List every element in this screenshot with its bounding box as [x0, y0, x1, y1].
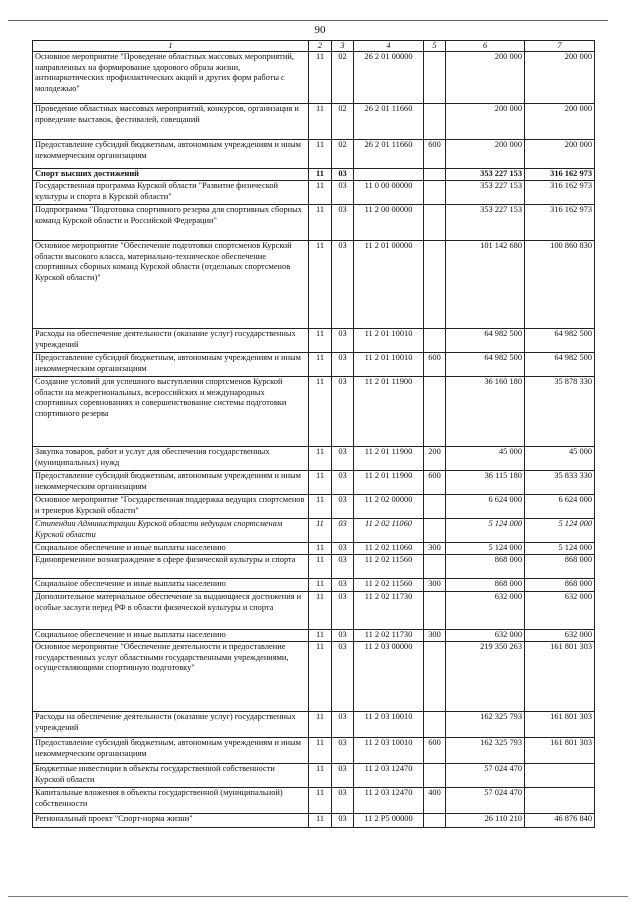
row-amount-year-2: 161 801 303	[525, 738, 595, 764]
row-name: Основное мероприятие "Обеспечение деятельности и предоставление государственных услуг областными государственными учреждениями, осуществляющими спортивную подготовку"	[33, 642, 309, 712]
row-subsection: 03	[332, 495, 354, 519]
row-amount-year-1: 200 000	[446, 140, 525, 169]
row-target-article: 11 2 02 11730	[354, 592, 424, 630]
table-row	[33, 104, 595, 140]
row-amount-year-1: 353 227 153	[446, 205, 525, 241]
row-subsection: 03	[332, 169, 354, 181]
row-section: 11	[309, 377, 332, 447]
row-name: Предоставление субсидий бюджетным, автономным учреждениям и иным некоммерческим организациям	[33, 353, 309, 377]
row-amount-year-1: 26 110 210	[446, 814, 525, 828]
row-name: Единовременное вознаграждение в сфере физической культуры и спорта	[33, 555, 309, 579]
table-row	[33, 241, 595, 329]
row-target-article: 11 2 02 11060	[354, 543, 424, 555]
row-target-article: 11 2 01 11900	[354, 377, 424, 447]
row-amount-year-1: 219 350 263	[446, 642, 525, 712]
row-name: Основное мероприятие "Проведение областных массовых мероприятий, направленных на формирование здорового образа жизни, антинаркотических профилактических акций и других форм работы с молодежью"	[33, 52, 309, 104]
row-section: 11	[309, 738, 332, 764]
table-row	[33, 712, 595, 738]
row-section: 11	[309, 205, 332, 241]
row-name: Предоставление субсидий бюджетным, автономным учреждениям и иным некоммерческим организациям	[33, 140, 309, 169]
row-target-article: 11 2 00 00000	[354, 205, 424, 241]
row-section: 11	[309, 788, 332, 814]
row-target-article: 26 2 01 00000	[354, 52, 424, 104]
row-amount-year-1: 6 624 000	[446, 495, 525, 519]
table-row	[33, 169, 595, 181]
row-name: Спорт высших достижений	[33, 169, 309, 181]
table-row	[33, 52, 595, 104]
row-section: 11	[309, 241, 332, 329]
row-subsection: 03	[332, 764, 354, 788]
row-section: 11	[309, 764, 332, 788]
row-subsection: 03	[332, 471, 354, 495]
row-expense-type	[424, 592, 446, 630]
row-expense-type	[424, 555, 446, 579]
table-row	[33, 447, 595, 471]
row-expense-type	[424, 169, 446, 181]
row-expense-type	[424, 495, 446, 519]
row-section: 11	[309, 104, 332, 140]
row-name: Региональный проект "Спорт-норма жизни"	[33, 814, 309, 828]
table-row	[33, 642, 595, 712]
row-expense-type: 300	[424, 579, 446, 592]
row-target-article: 11 2 02 11560	[354, 555, 424, 579]
column-header: 6	[446, 41, 525, 52]
table-row	[33, 353, 595, 377]
table-row	[33, 788, 595, 814]
column-header: 1	[33, 41, 309, 52]
row-expense-type	[424, 104, 446, 140]
row-expense-type	[424, 205, 446, 241]
row-section: 11	[309, 329, 332, 353]
row-name: Предоставление субсидий бюджетным, автономным учреждениям и иным некоммерческим организациям	[33, 738, 309, 764]
row-expense-type	[424, 329, 446, 353]
table-row	[33, 140, 595, 169]
row-amount-year-1: 64 982 500	[446, 353, 525, 377]
table-row	[33, 495, 595, 519]
row-name: Социальное обеспечение и иные выплаты населению	[33, 630, 309, 642]
column-number-row	[33, 41, 595, 52]
row-amount-year-1: 353 227 153	[446, 169, 525, 181]
row-section: 11	[309, 471, 332, 495]
table-row	[33, 329, 595, 353]
table-row	[33, 555, 595, 579]
row-target-article: 11 2 02 11730	[354, 630, 424, 642]
row-name: Создание условий для успешного выступления спортсменов Курской области на межрегиональных, всероссийских и международных спортивных соревнованиях и совершенствование системы подготовки спортивного резерва	[33, 377, 309, 447]
row-subsection: 03	[332, 447, 354, 471]
row-amount-year-1: 57 024 470	[446, 764, 525, 788]
table-row	[33, 738, 595, 764]
row-section: 11	[309, 353, 332, 377]
row-subsection: 03	[332, 592, 354, 630]
row-amount-year-1: 36 115 180	[446, 471, 525, 495]
row-amount-year-2: 46 876 840	[525, 814, 595, 828]
row-name: Предоставление субсидий бюджетным, автономным учреждениям и иным некоммерческим организациям	[33, 471, 309, 495]
row-amount-year-1: 632 000	[446, 592, 525, 630]
row-name: Дополнительное материальное обеспечение за выдающиеся достижения и особые заслуги перед РФ в области физической культуры и спорта	[33, 592, 309, 630]
budget-table	[32, 40, 595, 828]
column-header: 7	[525, 41, 595, 52]
row-amount-year-1: 57 024 470	[446, 788, 525, 814]
row-expense-type	[424, 181, 446, 205]
row-section: 11	[309, 592, 332, 630]
row-section: 11	[309, 181, 332, 205]
table-row	[33, 630, 595, 642]
column-header: 4	[354, 41, 424, 52]
row-subsection: 03	[332, 519, 354, 543]
row-amount-year-1: 45 000	[446, 447, 525, 471]
row-amount-year-2	[525, 788, 595, 814]
table-row	[33, 377, 595, 447]
row-target-article: 11 2 03 00000	[354, 642, 424, 712]
row-amount-year-2: 316 162 973	[525, 181, 595, 205]
row-section: 11	[309, 447, 332, 471]
row-target-article: 26 2 01 11660	[354, 140, 424, 169]
row-section: 11	[309, 519, 332, 543]
table-row	[33, 764, 595, 788]
row-amount-year-1: 200 000	[446, 52, 525, 104]
row-target-article: 11 2 02 11560	[354, 579, 424, 592]
row-target-article: 11 2 03 12470	[354, 788, 424, 814]
row-name: Основное мероприятие "Государственная поддержка ведущих спортсменов и тренеров Курской области"	[33, 495, 309, 519]
row-name: Капитальные вложения в объекты государственной (муниципальной) собственности	[33, 788, 309, 814]
page-number: 90	[314, 24, 326, 36]
row-expense-type: 600	[424, 353, 446, 377]
table-row	[33, 579, 595, 592]
row-subsection: 03	[332, 712, 354, 738]
row-subsection: 03	[332, 579, 354, 592]
row-section: 11	[309, 495, 332, 519]
row-target-article: 11 2 01 00000	[354, 241, 424, 329]
row-amount-year-1: 162 325 793	[446, 738, 525, 764]
row-amount-year-1: 5 124 000	[446, 519, 525, 543]
row-target-article: 11 2 03 10010	[354, 738, 424, 764]
row-target-article: 11 2 01 10010	[354, 353, 424, 377]
row-amount-year-2	[525, 764, 595, 788]
row-subsection: 03	[332, 377, 354, 447]
row-amount-year-1: 632 000	[446, 630, 525, 642]
row-amount-year-1: 36 160 180	[446, 377, 525, 447]
row-amount-year-2: 5 124 000	[525, 543, 595, 555]
row-subsection: 03	[332, 205, 354, 241]
row-amount-year-2: 161 801 303	[525, 712, 595, 738]
row-section: 11	[309, 140, 332, 169]
row-subsection: 03	[332, 642, 354, 712]
row-subsection: 03	[332, 543, 354, 555]
top-rule	[8, 20, 608, 21]
row-section: 11	[309, 579, 332, 592]
column-header: 2	[309, 41, 332, 52]
row-section: 11	[309, 555, 332, 579]
row-subsection: 03	[332, 241, 354, 329]
row-name: Проведение областных массовых мероприятий, конкурсов, организация и проведение выставок, фестивалей, совещаний	[33, 104, 309, 140]
row-target-article: 11 2 02 11060	[354, 519, 424, 543]
row-amount-year-2: 35 833 330	[525, 471, 595, 495]
row-section: 11	[309, 52, 332, 104]
row-section: 11	[309, 712, 332, 738]
row-amount-year-1: 162 325 793	[446, 712, 525, 738]
row-expense-type	[424, 642, 446, 712]
row-amount-year-2: 161 801 303	[525, 642, 595, 712]
row-amount-year-1: 101 142 680	[446, 241, 525, 329]
row-section: 11	[309, 814, 332, 828]
table-row	[33, 543, 595, 555]
row-amount-year-2: 64 982 500	[525, 329, 595, 353]
row-amount-year-2: 45 000	[525, 447, 595, 471]
row-name: Расходы на обеспечение деятельности (оказание услуг) государственных учреждений	[33, 712, 309, 738]
table-row	[33, 592, 595, 630]
table-row	[33, 205, 595, 241]
bottom-rule	[8, 896, 628, 897]
row-amount-year-2: 868 000	[525, 579, 595, 592]
row-amount-year-1: 868 000	[446, 579, 525, 592]
row-target-article: 11 2 03 10010	[354, 712, 424, 738]
row-amount-year-1: 200 000	[446, 104, 525, 140]
row-target-article	[354, 169, 424, 181]
row-amount-year-2: 35 878 330	[525, 377, 595, 447]
row-amount-year-2: 632 000	[525, 592, 595, 630]
row-amount-year-2: 6 624 000	[525, 495, 595, 519]
row-target-article: 11 2 01 11900	[354, 471, 424, 495]
row-expense-type	[424, 241, 446, 329]
row-expense-type: 600	[424, 140, 446, 169]
row-expense-type: 300	[424, 543, 446, 555]
row-name: Расходы на обеспечение деятельности (оказание услуг) государственных учреждений	[33, 329, 309, 353]
row-expense-type	[424, 519, 446, 543]
row-subsection: 03	[332, 329, 354, 353]
row-subsection: 02	[332, 104, 354, 140]
row-subsection: 03	[332, 788, 354, 814]
row-expense-type: 400	[424, 788, 446, 814]
row-section: 11	[309, 169, 332, 181]
row-expense-type	[424, 814, 446, 828]
table-row	[33, 181, 595, 205]
row-target-article: 11 2 P5 00000	[354, 814, 424, 828]
table-row	[33, 519, 595, 543]
row-target-article: 11 0 00 00000	[354, 181, 424, 205]
row-target-article: 26 2 01 11660	[354, 104, 424, 140]
row-expense-type	[424, 764, 446, 788]
row-expense-type	[424, 377, 446, 447]
row-amount-year-2: 316 162 973	[525, 205, 595, 241]
row-target-article: 11 2 03 12470	[354, 764, 424, 788]
row-expense-type: 200	[424, 447, 446, 471]
column-header: 3	[332, 41, 354, 52]
row-subsection: 03	[332, 181, 354, 205]
row-amount-year-2: 316 162 973	[525, 169, 595, 181]
row-name: Государственная программа Курской области "Развитие физической культуры и спорта в Курской области"	[33, 181, 309, 205]
row-expense-type: 300	[424, 630, 446, 642]
row-subsection: 02	[332, 52, 354, 104]
row-amount-year-2: 5 124 000	[525, 519, 595, 543]
row-amount-year-2: 200 000	[525, 52, 595, 104]
row-expense-type: 600	[424, 738, 446, 764]
row-expense-type	[424, 52, 446, 104]
row-amount-year-2: 200 000	[525, 104, 595, 140]
row-amount-year-1: 353 227 153	[446, 181, 525, 205]
row-target-article: 11 2 01 11900	[354, 447, 424, 471]
row-amount-year-2: 64 982 500	[525, 353, 595, 377]
row-amount-year-2: 100 860 830	[525, 241, 595, 329]
row-section: 11	[309, 642, 332, 712]
row-expense-type: 600	[424, 471, 446, 495]
row-amount-year-1: 5 124 000	[446, 543, 525, 555]
row-target-article: 11 2 01 10010	[354, 329, 424, 353]
column-header: 5	[424, 41, 446, 52]
row-subsection: 03	[332, 814, 354, 828]
row-amount-year-2: 200 000	[525, 140, 595, 169]
row-amount-year-1: 64 982 500	[446, 329, 525, 353]
row-expense-type	[424, 712, 446, 738]
row-section: 11	[309, 630, 332, 642]
table-row	[33, 814, 595, 828]
row-name: Социальное обеспечение и иные выплаты населению	[33, 543, 309, 555]
row-name: Стипендии Администрации Курской области ведущим спортсменам Курской области	[33, 519, 309, 543]
row-amount-year-2: 868 000	[525, 555, 595, 579]
row-name: Бюджетные инвестиции в объекты государственной собственности Курской области	[33, 764, 309, 788]
row-name: Закупка товаров, работ и услуг для обеспечения государственных (муниципальных) нужд	[33, 447, 309, 471]
row-name: Социальное обеспечение и иные выплаты населению	[33, 579, 309, 592]
row-subsection: 03	[332, 555, 354, 579]
row-amount-year-1: 868 000	[446, 555, 525, 579]
row-subsection: 03	[332, 738, 354, 764]
row-subsection: 03	[332, 630, 354, 642]
row-name: Основное мероприятие "Обеспечение подготовки спортсменов Курской области высокого класса, материально-техническое обеспечение спортивных сборных команд Курской области (отдельных спортсменов Курской области)"	[33, 241, 309, 329]
table-row	[33, 471, 595, 495]
row-name: Подпрограмма "Подготовка спортивного резерва для спортивных сборных команд Курской области и Российской Федерации"	[33, 205, 309, 241]
row-subsection: 03	[332, 353, 354, 377]
row-subsection: 02	[332, 140, 354, 169]
row-target-article: 11 2 02 00000	[354, 495, 424, 519]
row-amount-year-2: 632 000	[525, 630, 595, 642]
row-section: 11	[309, 543, 332, 555]
